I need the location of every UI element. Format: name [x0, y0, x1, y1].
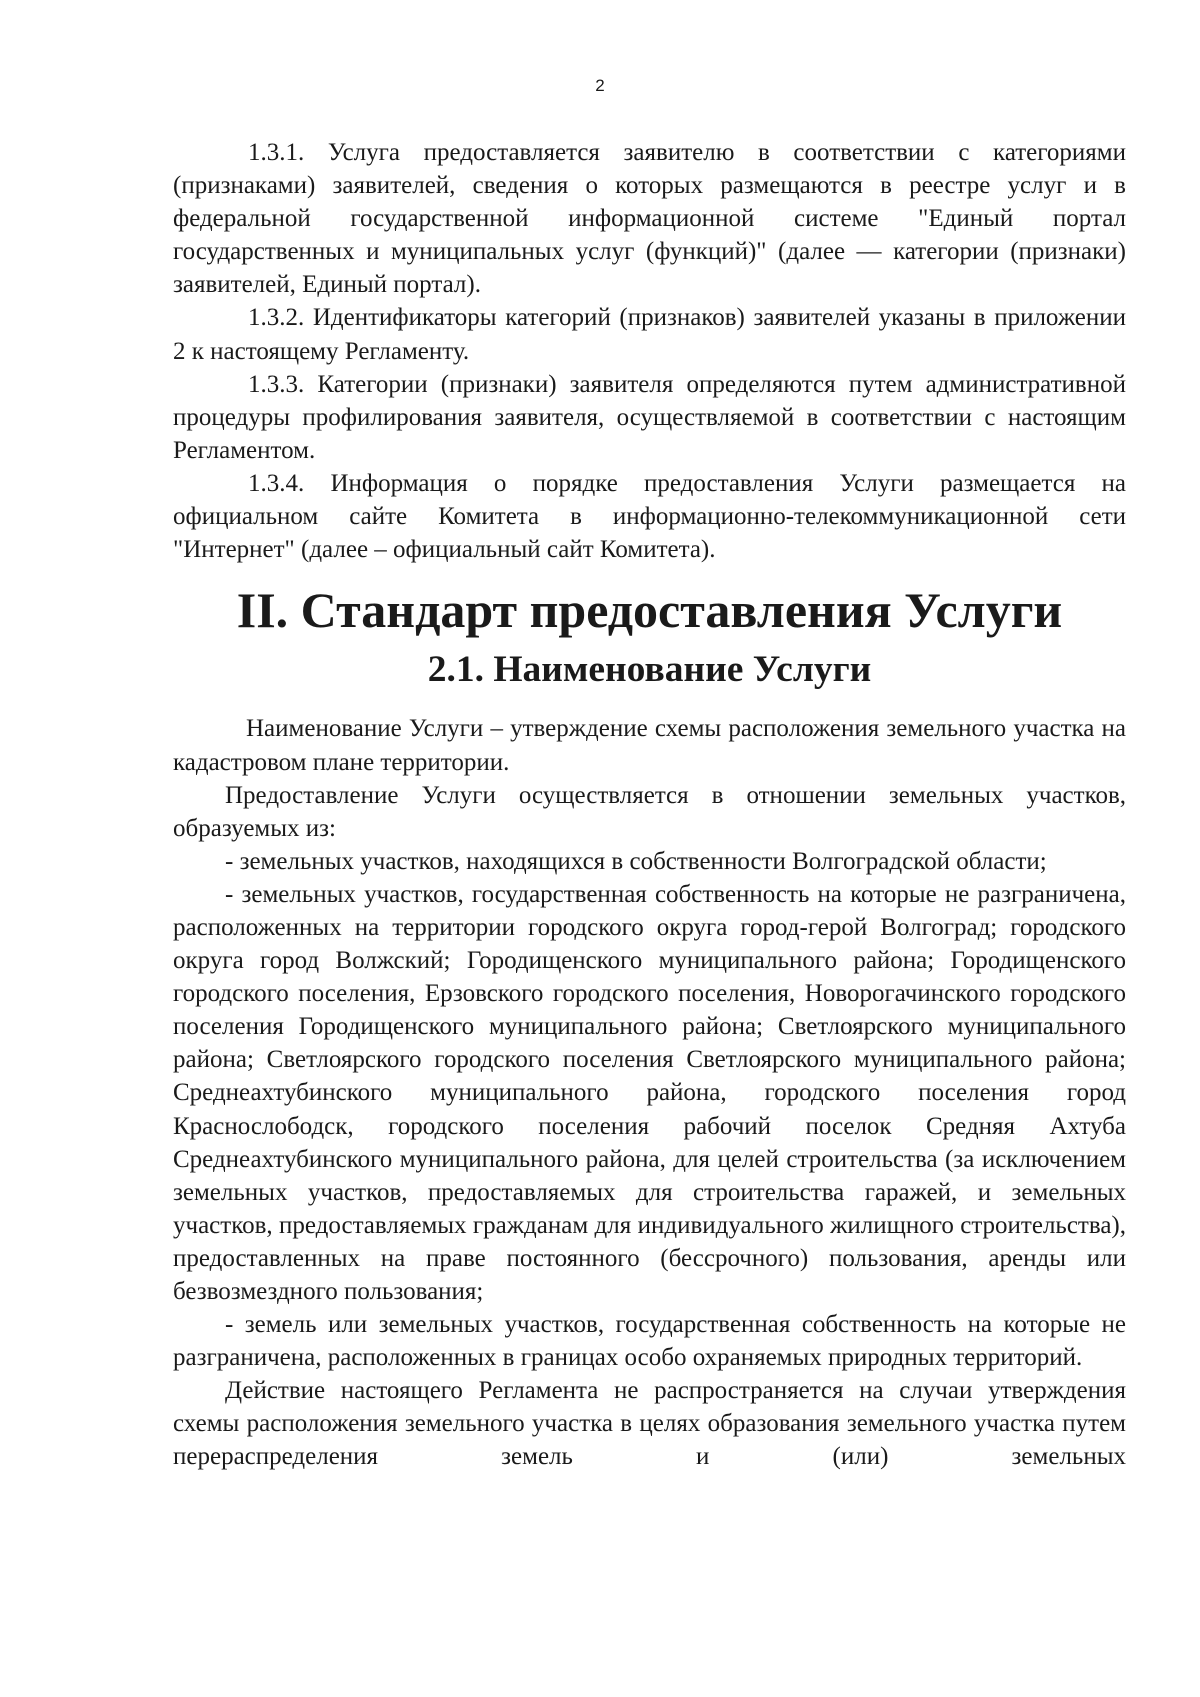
list-item-bullet-3: - земель или земельных участков, государственная собственность на которые не разграничена, расположенных в границах особо охраняемых природных территорий. — [173, 1311, 1126, 1372]
paragraph-service-name: Наименование Услуги – утверждение схемы расположения земельного участка на кадастровом плане территории. — [173, 715, 1126, 776]
paragraph-1-3-4: 1.3.4. Информация о порядке предоставления Услуги размещается на официальном сайте Комитета в информационно-телекоммуникационной сети "Интернет" (далее – официальный сайт Комитета). — [173, 469, 1126, 564]
subsection-heading: 2.1. Наименование Услуги — [427, 649, 872, 691]
paragraph-provision: Предоставление Услуги осуществляется в отношении земельных участков, образуемых из: — [173, 781, 1126, 842]
page-number: 2 — [595, 76, 605, 95]
list-item-bullet-2: - земельных участков, государственная собственность на которые не разграничена, расположенных на территории городского округа город-герой Волгоград; городского округа город Волжский; Городищенского муниципального района; Городищенского городского поселения, Ерзовского городского поселения, Новорогачинского городского поселения Городищенского муниципального района; Светлоярского муниципального района; Светлоярского городского поселения Светлоярского муниципального района; Среднеахтубинского муниципального района, городского поселения город Краснослободск, городского поселения рабочий поселок Средняя Ахтуба Среднеахтубинского муниципального района, для целей строительства (за исключением земельных участков, предоставляемых для строительства гаражей, и земельных участков, предоставляемых гражданам для индивидуального жилищного строительства), предоставленных на праве постоянного (бессрочного) пользования, аренды или безвозмездного пользования; — [173, 880, 1126, 1305]
paragraph-scope: Действие настоящего Регламента не распространяется на случаи утверждения схемы расположения земельного участка в целях образования земельного участка путем перераспределения земель и (или) земельных — [173, 1377, 1126, 1471]
list-item-bullet-1: - земельных участков, находящихся в собственности Волгоградской области; — [225, 847, 1047, 875]
section-heading: II. Стандарт предоставления Услуги — [236, 582, 1063, 639]
paragraph-1-3-1: 1.3.1. Услуга предоставляется заявителю в соответствии с категориями (признаками) заявителей, сведения о которых размещаются в реестре услуг и в федеральной государственной информационной системе "Единый портал государственных и муниципальных услуг (функций)" (далее — категории (признаки) заявителей, Единый портал). — [173, 139, 1126, 299]
document-body — [173, 136, 1126, 1474]
paragraph-1-3-3: 1.3.3. Категории (признаки) заявителя определяются путем административной процедуры профилирования заявителя, осуществляемой в соответствии с настоящим Регламентом. — [173, 370, 1126, 464]
spacer — [173, 686, 1126, 712]
paragraph-1-3-2: 1.3.2. Идентификаторы категорий (признаков) заявителей указаны в приложении 2 к настоящему Регламенту. — [173, 304, 1126, 365]
